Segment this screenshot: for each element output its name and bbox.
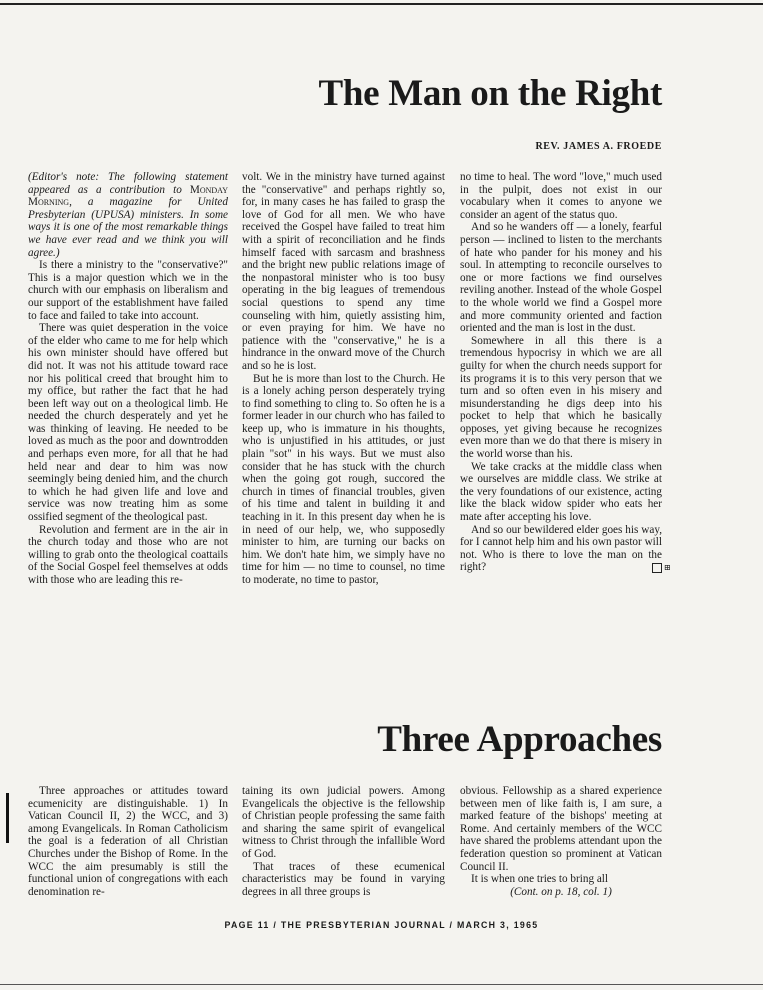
bottom-rule — [0, 984, 763, 985]
paragraph: There was quiet desperation in the voice of the elder who came to me for help which his own minister should have offered but did not. It was not his attitude toward race nor his political creed that brought him to my office, but rather the fact that he had been left way out on a theological limb. He needed the church desperately and yet he was thinking of leaving. He needed to be loved as much as the poor and downtrodden and perhaps even more, for all that he had held near and dear to him was now seemingly being denied him, and the church to which he had given life and love and service was now treating him as some ossified segment of the theological past. — [28, 322, 228, 524]
paragraph: Is there a ministry to the "conservative?" This is a major question which we in the church with our emphasis on liberalism and our support of the establishment have failed to face and failed to take into account. — [28, 259, 228, 322]
paragraph: And so our bewildered elder goes his way, for I cannot help him and his own pastor will not. Who is there to love the man on the right? ⊞ — [460, 523, 671, 574]
paragraph: Three approaches or attitudes toward ecumenicity are distinguishable. 1) In Vatican Council II, 2) the WCC, and 3) among Evangelicals. In Roman Catholicism the goal is a federation of all Christian Churches under the Bishop of Rome. In the WCC the aim presumably is still the functional union of congregations with each denomination re- — [28, 785, 228, 898]
article1-column-3 — [460, 171, 671, 574]
paragraph: But he is more than lost to the Church. He is a lonely aching person desperately trying to find something to cling to. So often he is a former leader in our church who has failed to keep up, who is immature in his thoughts, who is unjustified in his attitudes, or just plain "sot" in his ways. But we must also consider that he has stuck with the church when the going got rough, succored the church in times of financial troubles, given of his time and talent in building it and teaching in it. In this present day when he is in need of our help, we, who supposedly minister to him, are turning our backs on him. We don't hate him, we simply have no time for him — no time to counsel, no time to moderate, no time to pastor, — [242, 372, 445, 586]
editors-note: (Editor's note: The following statement appeared as a contribution to Monday Morning, a magazine for United Presbyterian (UPUSA) ministers. In some ways it is one of the most remarkable things we have ever read and we think you will agree.) — [28, 171, 228, 259]
article-byline: REV. JAMES A. FROEDE — [535, 141, 662, 152]
article2-title: Three Approaches — [377, 719, 662, 760]
top-rule — [0, 3, 763, 5]
paragraph: It is when one tries to bring all — [471, 873, 609, 886]
end-of-article-icon: ⊞ — [652, 563, 662, 573]
page-footer: PAGE 11 / THE PRESBYTERIAN JOURNAL / MARCH 3, 1965 — [224, 920, 539, 930]
paragraph: taining its own judicial powers. Among Evangelicals the objective is the fellowship of Christian people professing the same faith and sharing the same spirit of evangelical witness to Christ through the infallible Word of God. — [242, 785, 445, 860]
paragraph: That traces of these ecumenical characteristics may be found in varying degrees in all three groups is — [242, 860, 445, 898]
article1-column-1 — [28, 171, 228, 587]
article2-column-2 — [242, 785, 445, 898]
paragraph: We take cracks at the middle class when we ourselves are middle class. We strike at the very foundations of our existence, acting like the black widow spider who eats her mate after accepting his love. — [460, 460, 662, 524]
publication-name: Monday Morning — [28, 183, 228, 209]
paragraph: volt. We in the ministry have turned against the "conservative" and perhaps rightly so, for, in many cases he has failed to grasp the love of God for all men. We who have received the Gospel have failed to treat him with a spirit of reconciliation and he finds himself faced with sarcasm and brashness and the bright new public relations image of the nonpastoral minister who is too busy operating in the big leagues of tremendous social questions to spend any time counseling with him, quietly assisting him, or even praying for him. We have no patience with the "conservative," he is a hindrance in the onward move of the Church and so he is lost. — [242, 171, 445, 372]
paragraph: And so he wanders off — a lonely, fearful person — inclined to listen to the merchants of hate who pander for his money and his soul. In attempting to reconcile ourselves to one or more factions we find ourselves reviling another. Instead of the whole Gospel to the whole world we find a Gospel more and more community oriented and faction oriented and the man is lost in the dust. — [460, 221, 662, 335]
article2-column-3 — [460, 785, 662, 898]
margin-bar — [6, 793, 9, 843]
article1-column-2 — [242, 171, 445, 587]
paragraph: Somewhere in all this there is a tremendous hypocrisy in which we are all guilty for when the church needs support for its programs it is to this very person that we turn and so often even in his misery and misunderstanding he digs deep into his pocket to help that which he basically opposes, yet giving because he recognizes even more than we do that there is misery in the world worse than his. — [460, 334, 662, 461]
article-title: The Man on the Right — [318, 73, 662, 114]
paragraph: obvious. Fellowship as a shared experience between men of like faith is, I am sure, a marked feature of the bishops' meeting at Rome. And certainly members of the WCC have shared the problems attendant upon the federation question so prominent at Vatican Council II. — [460, 785, 662, 873]
paragraph: no time to heal. The word "love," much used in the pulpit, does not exist in our vocabulary when it comes to anyone we consider an agent of the status quo. — [460, 171, 662, 221]
continuation-note: (Cont. on p. 18, col. 1) — [510, 885, 612, 898]
article2-column-1 — [28, 785, 228, 898]
paragraph: Revolution and ferment are in the air in the church today and those who are not willing to grab onto the theological coattails of the Social Gospel feel themselves at odds with those who are leading this re- — [28, 523, 228, 586]
